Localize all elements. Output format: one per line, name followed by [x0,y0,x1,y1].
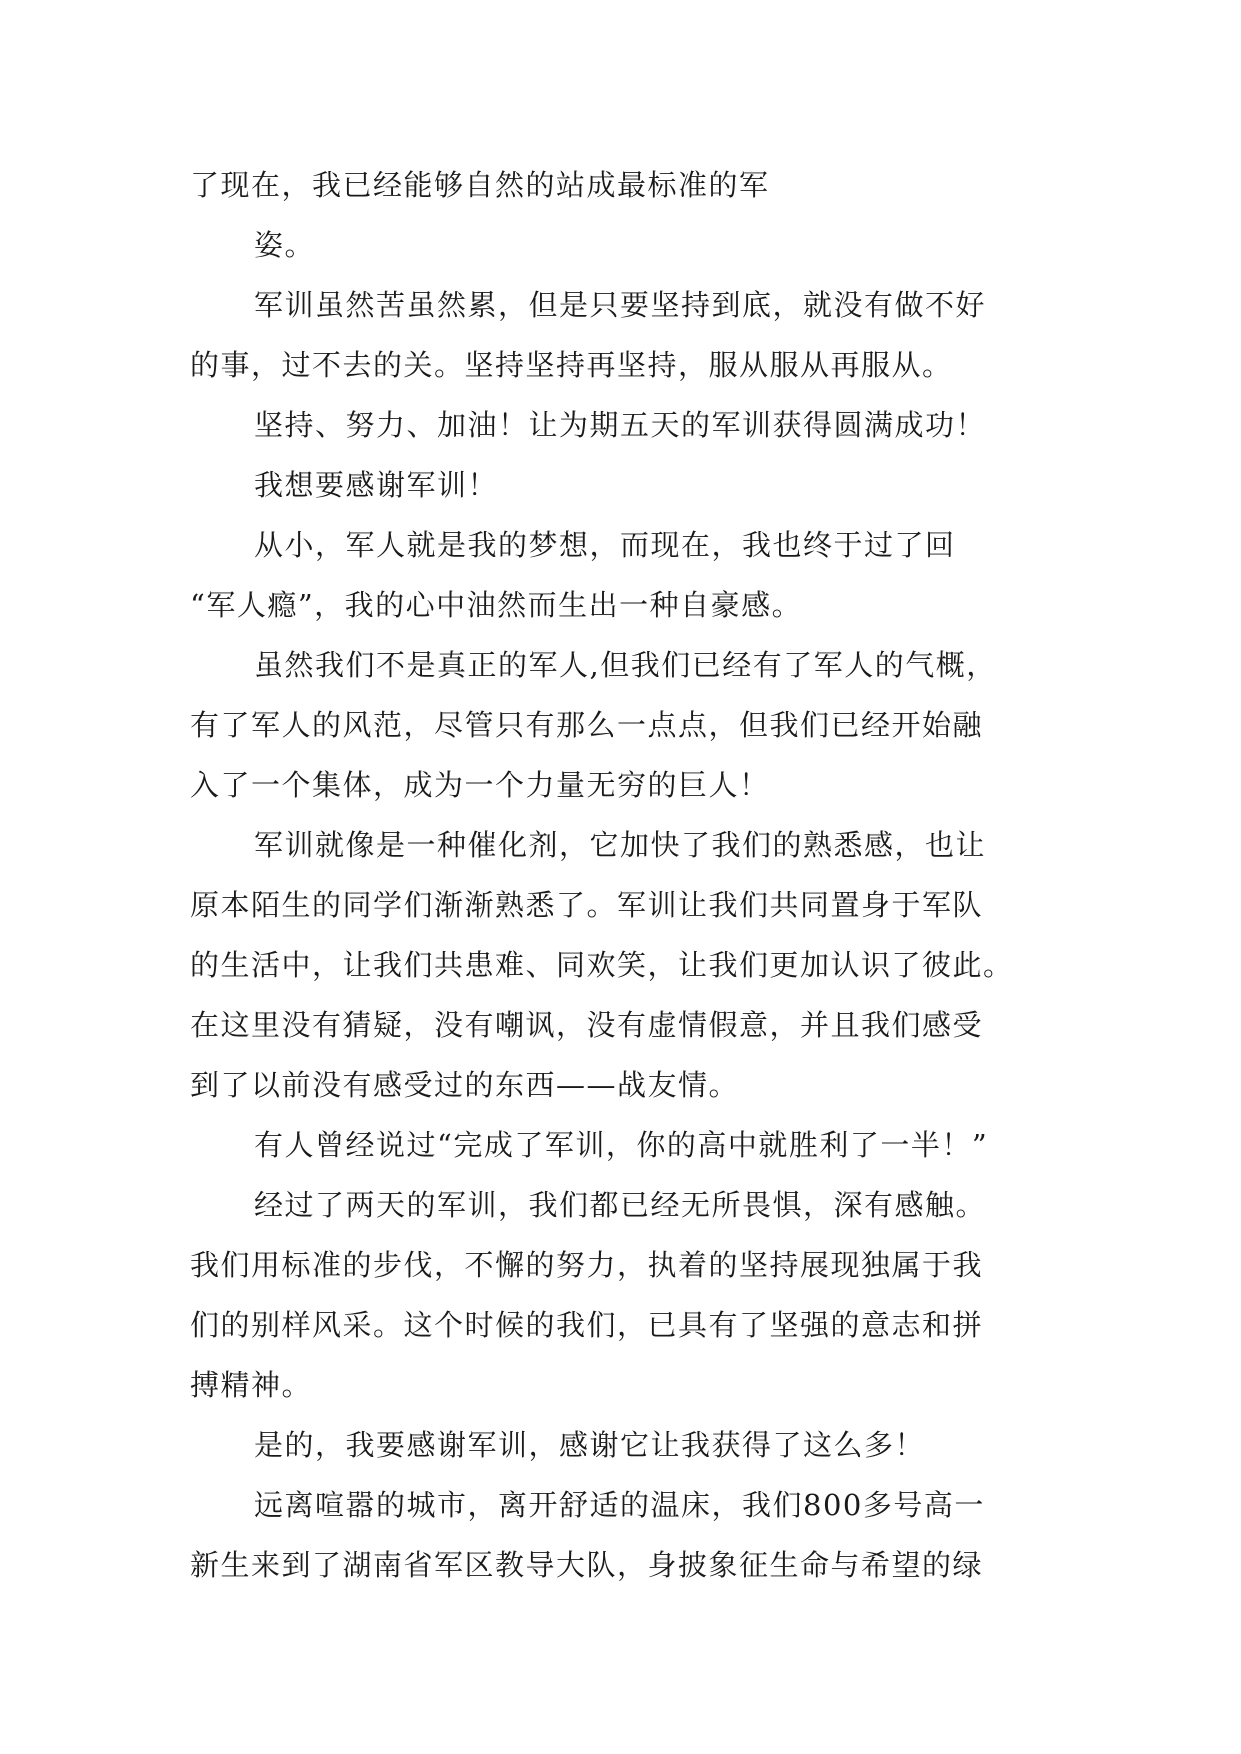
text-line-11: 入了一个集体，成为一个力量无穷的巨人！ [190,768,770,802]
text-line-17: 有人曾经说过“完成了军训，你的高中就胜利了一半！” [254,1128,989,1162]
text-line-19: 我们用标准的步伐，不懈的努力，执着的坚持展现独属于我 [190,1248,984,1282]
text-line-6: 我想要感谢军训！ [254,468,499,502]
text-line-5: 坚持、努力、加油！让为期五天的军训获得圆满成功！ [254,408,987,442]
text-line-20: 们的别样风采。这个时候的我们，已具有了坚强的意志和拼 [190,1308,984,1342]
text-line-1: 了现在，我已经能够自然的站成最标准的军 [190,168,770,202]
text-line-22: 是的，我要感谢军训，感谢它让我获得了这么多！ [254,1428,926,1462]
text-line-24: 新生来到了湖南省军区教导大队，身披象征生命与希望的绿 [190,1548,984,1582]
text-line-10: 有了军人的风范，尽管只有那么一点点，但我们已经开始融 [190,708,984,742]
text-line-12: 军训就像是一种催化剂，它加快了我们的熟悉感，也让 [254,828,987,862]
text-line-15: 在这里没有猜疑，没有嘲讽，没有虚情假意，并且我们感受 [190,1008,984,1042]
text-line-23: 远离喧嚣的城市，离开舒适的温床，我们800多号高一 [254,1488,985,1522]
text-line-4: 的事，过不去的关。坚持坚持再坚持，服从服从再服从。 [190,348,953,382]
text-line-7: 从小，军人就是我的梦想，而现在，我也终于过了回 [254,528,956,562]
text-line-21: 搏精神。 [190,1368,313,1402]
text-line-14: 的生活中，让我们共患难、同欢笑，让我们更加认识了彼此。 [190,948,1014,982]
text-line-16: 到了以前没有感受过的东西——战友情。 [190,1068,740,1102]
text-line-3: 军训虽然苦虽然累，但是只要坚持到底，就没有做不好 [254,288,987,322]
text-line-13: 原本陌生的同学们渐渐熟悉了。军训让我们共同置身于军队 [190,888,984,922]
text-line-8: “军人瘾”，我的心中油然而生出一种自豪感。 [190,588,803,622]
text-line-18: 经过了两天的军训，我们都已经无所畏惧，深有感触。 [254,1188,987,1222]
document-body [190,155,1060,1595]
text-line-9: 虽然我们不是真正的军人,但我们已经有了军人的气概， [254,648,997,682]
text-line-2: 姿。 [254,228,316,262]
